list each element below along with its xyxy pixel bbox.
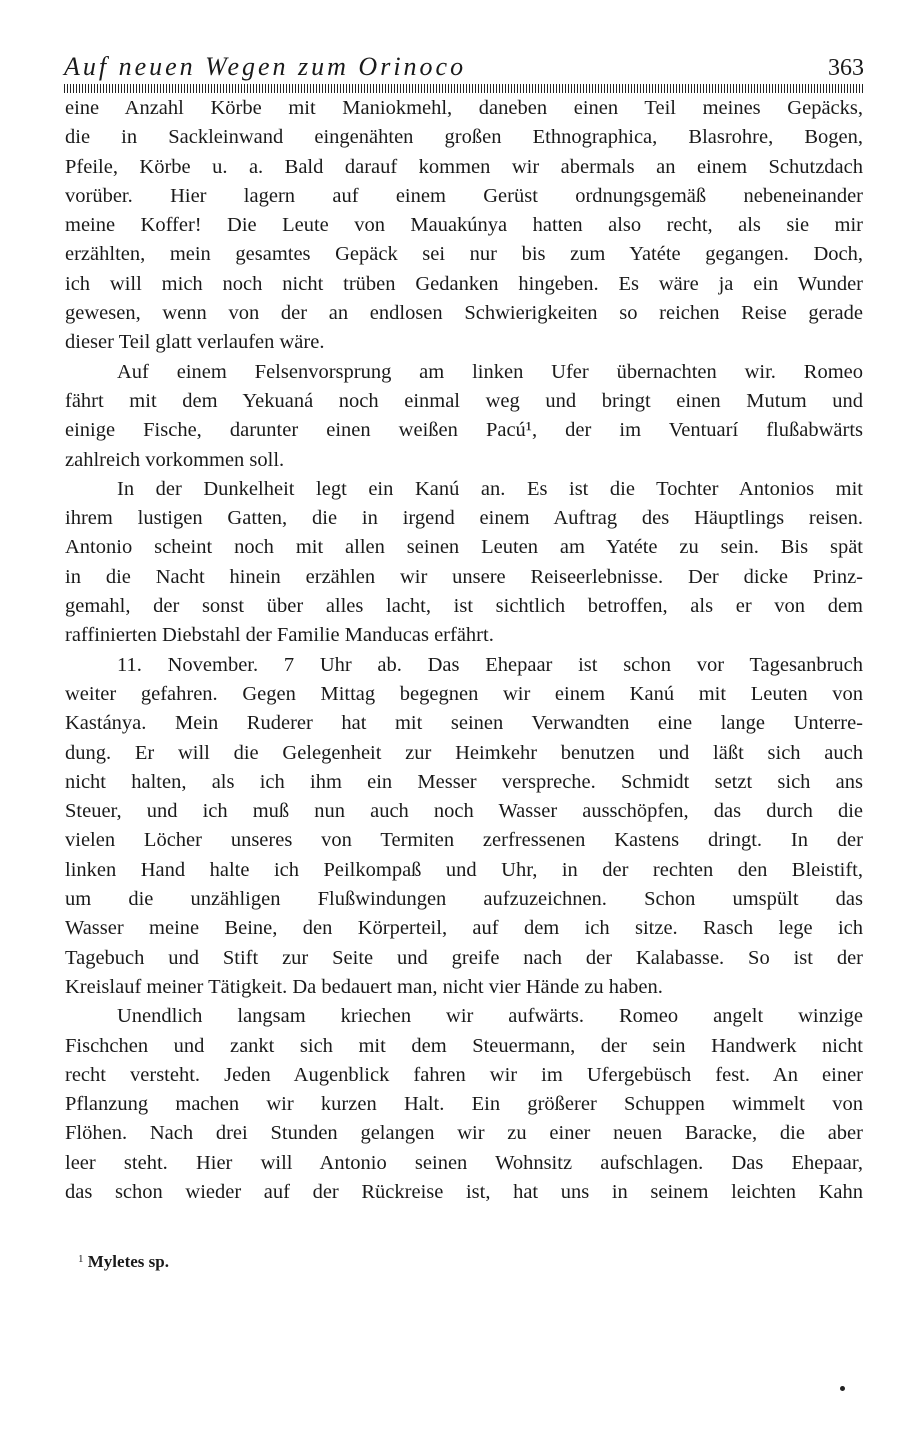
text-line: 11. November. 7 Uhr ab. Das Ehepaar ist schon vor Tagesanbruch <box>117 653 863 676</box>
text-line: Antonio scheint noch mit allen seinen Leuten am Yatéte zu sein. Bis spät <box>65 536 863 559</box>
paragraph <box>65 94 863 358</box>
paragraph <box>65 651 863 1003</box>
text-line: Tagebuch und Stift zur Seite und greife nach der Kalabasse. So ist der <box>65 946 863 969</box>
text-line: fährt mit dem Yekuaná noch einmal weg und bringt einen Mutum und <box>65 389 863 412</box>
text-line: Fischchen und zankt sich mit dem Steuermann, der sein Handwerk nicht <box>65 1034 863 1057</box>
text-line: Steuer, und ich muß nun auch noch Wasser ausschöpfen, das durch die <box>65 800 863 823</box>
footnote-marker: 1 <box>78 1253 84 1265</box>
text-line: vielen Löcher unseres von Termiten zerfressenen Kastens dringt. In der <box>65 829 863 852</box>
text-line: Pflanzung machen wir kurzen Halt. Ein größerer Schuppen wimmelt von <box>65 1093 863 1116</box>
text-line: Kreislauf meiner Tätigkeit. Da bedauert man, nicht vier Hände zu haben. <box>65 975 663 998</box>
body-text <box>65 94 863 1207</box>
text-line: meine Koffer! Die Leute von Mauakúnya hatten also recht, als sie mir <box>65 214 863 237</box>
text-line: recht versteht. Jeden Augenblick fahren wir im Ufergebüsch fest. An einer <box>65 1063 863 1086</box>
text-line: nicht halten, als ich ihm ein Messer verspreche. Schmidt setzt sich ans <box>65 770 863 793</box>
text-line: gewesen, wenn von der an endlosen Schwierigkeiten so reichen Reise gerade <box>65 302 863 325</box>
paragraph <box>65 475 863 651</box>
text-line: dieser Teil glatt verlaufen wäre. <box>65 331 325 354</box>
text-line: dung. Er will die Gelegenheit zur Heimkehr benutzen und läßt sich auch <box>65 741 863 764</box>
running-head <box>64 52 864 82</box>
text-line: um die unzähligen Flußwindungen aufzuzeichnen. Schon umspült das <box>65 888 863 911</box>
text-line: Pfeile, Körbe u. a. Bald darauf kommen wir abermals an einem Schutzdach <box>65 155 863 178</box>
text-line: einige Fische, darunter einen weißen Pacú¹, der im Ventuarí flußabwärts <box>65 419 863 442</box>
paragraph <box>65 358 863 475</box>
text-line: in die Nacht hinein erzählen wir unsere Reiseerlebnisse. Der dicke Prinz- <box>65 565 863 588</box>
footnote <box>78 1248 169 1273</box>
text-line: vorüber. Hier lagern auf einem Gerüst ordnungsgemäß nebeneinander <box>65 184 863 207</box>
paragraph <box>65 1002 863 1207</box>
page-number: 363 <box>828 55 864 81</box>
text-line: eine Anzahl Körbe mit Maniokmehl, daneben einen Teil meines Gepäcks, <box>65 97 863 119</box>
text-line: raffinierten Diebstahl der Familie Manducas erfährt. <box>65 624 494 647</box>
text-line: linken Hand halte ich Peilkompaß und Uhr, in der rechten den Bleistift, <box>65 858 863 881</box>
text-line: gemahl, der sonst über alles lacht, ist sichtlich betroffen, als er von dem <box>65 595 863 618</box>
text-line: zahlreich vorkommen soll. <box>65 448 285 471</box>
text-line: Unendlich langsam kriechen wir aufwärts. Romeo angelt winzige <box>117 1005 863 1028</box>
text-line: erzählten, mein gesamtes Gepäck sei nur bis zum Yatéte gegangen. Doch, <box>65 243 863 266</box>
running-title: Auf neuen Wegen zum Orinoco <box>64 52 467 81</box>
text-line: Kastánya. Mein Ruderer hat mit seinen Verwandten eine lange Unterre- <box>65 712 863 735</box>
text-line: In der Dunkelheit legt ein Kanú an. Es ist die Tochter Antonios mit <box>117 477 863 500</box>
text-line: Wasser meine Beine, den Körperteil, auf dem ich sitze. Rasch lege ich <box>65 917 863 940</box>
print-speck <box>840 1386 845 1391</box>
footnote-text: Myletes sp. <box>87 1252 169 1271</box>
text-line: Flöhen. Nach drei Stunden gelangen wir zu einer neuen Baracke, die aber <box>65 1122 863 1145</box>
header-rule <box>64 84 864 93</box>
text-line: die in Sackleinwand eingenähten großen Ethnographica, Blasrohre, Bogen, <box>65 126 863 149</box>
text-line: leer steht. Hier will Antonio seinen Wohnsitz aufschlagen. Das Ehepaar, <box>65 1151 863 1174</box>
text-line: weiter gefahren. Gegen Mittag begegnen wir einem Kanú mit Leuten von <box>65 682 863 705</box>
text-line: ich will mich noch nicht trüben Gedanken hingeben. Es wäre ja ein Wunder <box>65 272 863 295</box>
text-line: ihrem lustigen Gatten, die in irgend einem Auftrag des Häuptlings reisen. <box>65 507 863 530</box>
text-line: das schon wieder auf der Rückreise ist, hat uns in seinem leichten Kahn <box>65 1180 863 1203</box>
text-line: Auf einem Felsenvorsprung am linken Ufer übernachten wir. Romeo <box>117 360 863 383</box>
